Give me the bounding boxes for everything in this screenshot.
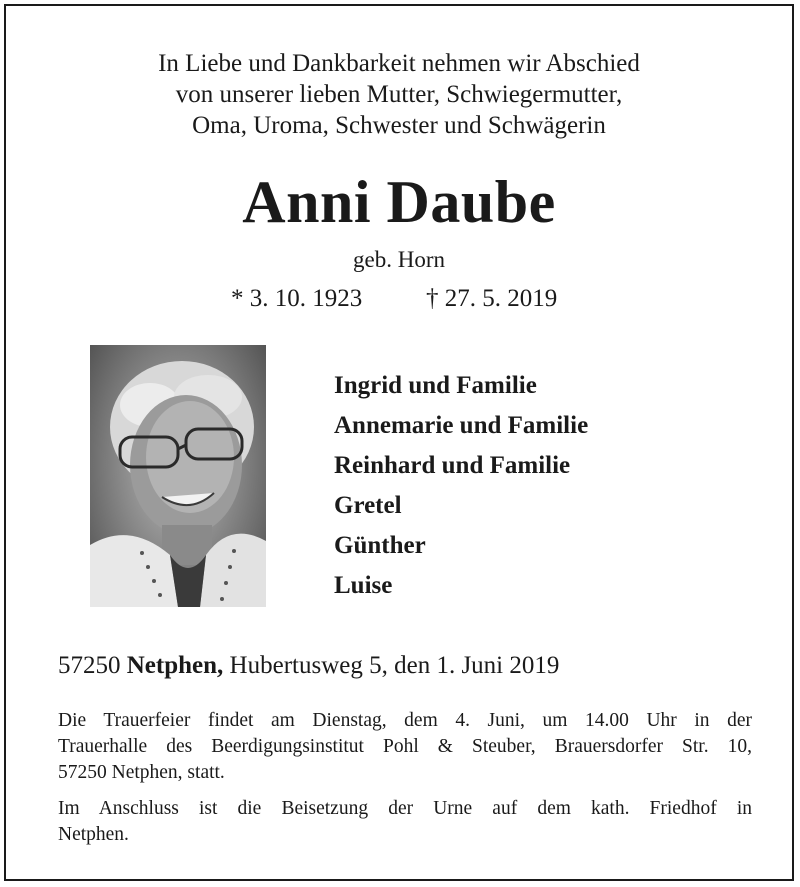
- family-member: Ingrid und Familie: [334, 372, 537, 399]
- ceremony-line: 57250 Netphen, statt.: [58, 762, 225, 783]
- birth-date: * 3. 10. 1923: [231, 285, 363, 312]
- family-member: Annemarie und Familie: [334, 412, 589, 439]
- address-rest: Hubertusweg 5, den 1. Juni 2019: [229, 652, 560, 679]
- burial-line: Im Anschluss ist die Beisetzung der Urne auf dem kath. Friedhof in: [58, 798, 752, 819]
- ceremony-line: Die Trauerfeier findet am Dienstag, dem 4. Juni, um 14.00 Uhr in der: [58, 710, 752, 731]
- ceremony-paragraph: [58, 708, 752, 786]
- intro-line-1: In Liebe und Dankbarkeit nehmen wir Abschied: [158, 50, 640, 77]
- death-date: † 27. 5. 2019: [426, 285, 558, 312]
- burial-line: Netphen.: [58, 824, 129, 845]
- intro-line-3: Oma, Uroma, Schwester und Schwägerin: [192, 112, 606, 139]
- obituary-notice: [4, 4, 794, 881]
- address-zip: 57250: [58, 652, 121, 679]
- ceremony-line: Trauerhalle des Beerdigungsinstitut Pohl & Steuber, Brauersdorfer Str. 10,: [58, 736, 752, 757]
- portrait-illustration: [90, 345, 266, 607]
- family-list: [334, 366, 588, 606]
- family-member: Günther: [334, 532, 426, 559]
- portrait-photo: [90, 345, 266, 607]
- intro-line-2: von unserer lieben Mutter, Schwiegermutter,: [175, 81, 623, 108]
- address-town: Netphen,: [126, 652, 224, 679]
- family-member: Gretel: [334, 492, 402, 519]
- address-line: [58, 650, 559, 682]
- burial-paragraph: [58, 796, 752, 848]
- maiden-name: geb. Horn: [353, 247, 445, 272]
- deceased-name: Anni Daube: [242, 169, 556, 235]
- life-dates: [6, 283, 792, 315]
- family-member: Reinhard und Familie: [334, 452, 571, 479]
- family-member: Luise: [334, 572, 393, 599]
